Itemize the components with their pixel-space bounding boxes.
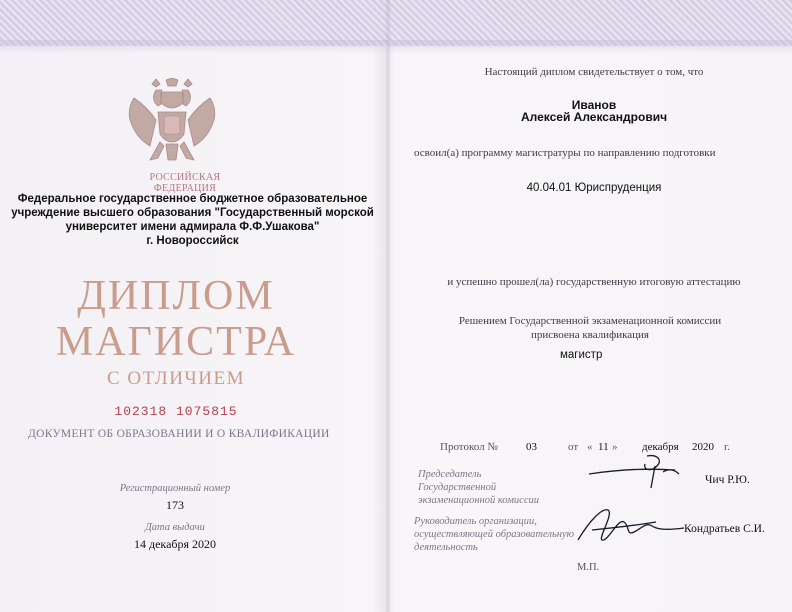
center-fold: [385, 0, 391, 612]
commission-decision: [430, 314, 750, 342]
degree-title: МАГИСТРА: [55, 319, 297, 365]
decision-line: присвоена квалификация: [531, 329, 649, 341]
signature-chairman: [585, 452, 715, 492]
graduate-surname: Иванов: [571, 98, 617, 112]
diploma-title: ДИПЛОМ: [77, 273, 275, 319]
program-name: 40.04.01 Юриспруденция: [526, 182, 662, 194]
head-label-line: деятельность: [414, 542, 478, 553]
attestation-statement: и успешно прошел(ла) государственную итоговую аттестацию: [447, 276, 741, 288]
country-name: РОССИЙСКАЯ ФЕДЕРАЦИЯ: [149, 172, 221, 194]
coat-of-arms-icon: [122, 78, 222, 166]
protocol-year: 2020: [692, 441, 714, 453]
chairman-label-line: экзаменационной комиссии: [418, 495, 539, 506]
registration-label: Регистрационный номер: [119, 483, 231, 494]
protocol-day: 11: [598, 441, 609, 453]
institution-line: г. Новороссийск: [146, 235, 239, 247]
protocol-label: Протокол №: [440, 441, 498, 453]
chairman-label: [418, 468, 568, 507]
chairman-name: Чич Р.Ю.: [705, 474, 750, 486]
security-pattern-fade: [0, 40, 792, 54]
institution-line: Федеральное государственное бюджетное образовательное: [17, 193, 368, 205]
document-type: ДОКУМЕНТ ОБ ОБРАЗОВАНИИ И О КВАЛИФИКАЦИИ: [28, 428, 330, 440]
head-label: [414, 515, 592, 554]
head-label-line: Руководитель организации,: [414, 516, 537, 527]
decision-line: Решением Государственной экзаменационной комиссии: [458, 315, 722, 327]
head-name: Кондратьев С.И.: [684, 523, 765, 535]
institution-line: университет имени адмирала Ф.Ф.Ушакова": [65, 221, 320, 233]
signature-head: [572, 500, 692, 550]
institution-line: учреждение высшего образования "Государственный морской: [11, 207, 374, 219]
issue-date: 14 декабря 2020: [133, 537, 217, 551]
intro-statement: Настоящий диплом свидетельствует о том, что: [484, 66, 704, 78]
serial-number: 102318 1075815: [114, 404, 238, 419]
qualification: магистр: [560, 349, 603, 361]
protocol-close-quote: »: [612, 441, 618, 453]
chairman-label-line: Государственной: [418, 482, 497, 493]
head-label-line: осуществляющей образовательную: [414, 529, 575, 540]
mastered-statement: освоил(а) программу магистратуры по направлению подготовки: [414, 147, 716, 159]
protocol-month: декабря: [642, 441, 679, 453]
issue-date-label: Дата выдачи: [145, 522, 205, 533]
institution-name: [0, 192, 385, 248]
graduate-given-names: Алексей Александрович: [520, 110, 668, 124]
chairman-label-line: Председатель: [418, 469, 482, 480]
seal-place: М.П.: [577, 562, 600, 573]
protocol-number: 03: [526, 441, 537, 453]
protocol-from: от: [568, 441, 579, 453]
honors-label: С ОТЛИЧИЕМ: [107, 368, 245, 389]
protocol-year-suffix: г.: [724, 441, 731, 453]
registration-number: 173: [166, 498, 184, 512]
protocol-open-quote: «: [587, 441, 593, 453]
